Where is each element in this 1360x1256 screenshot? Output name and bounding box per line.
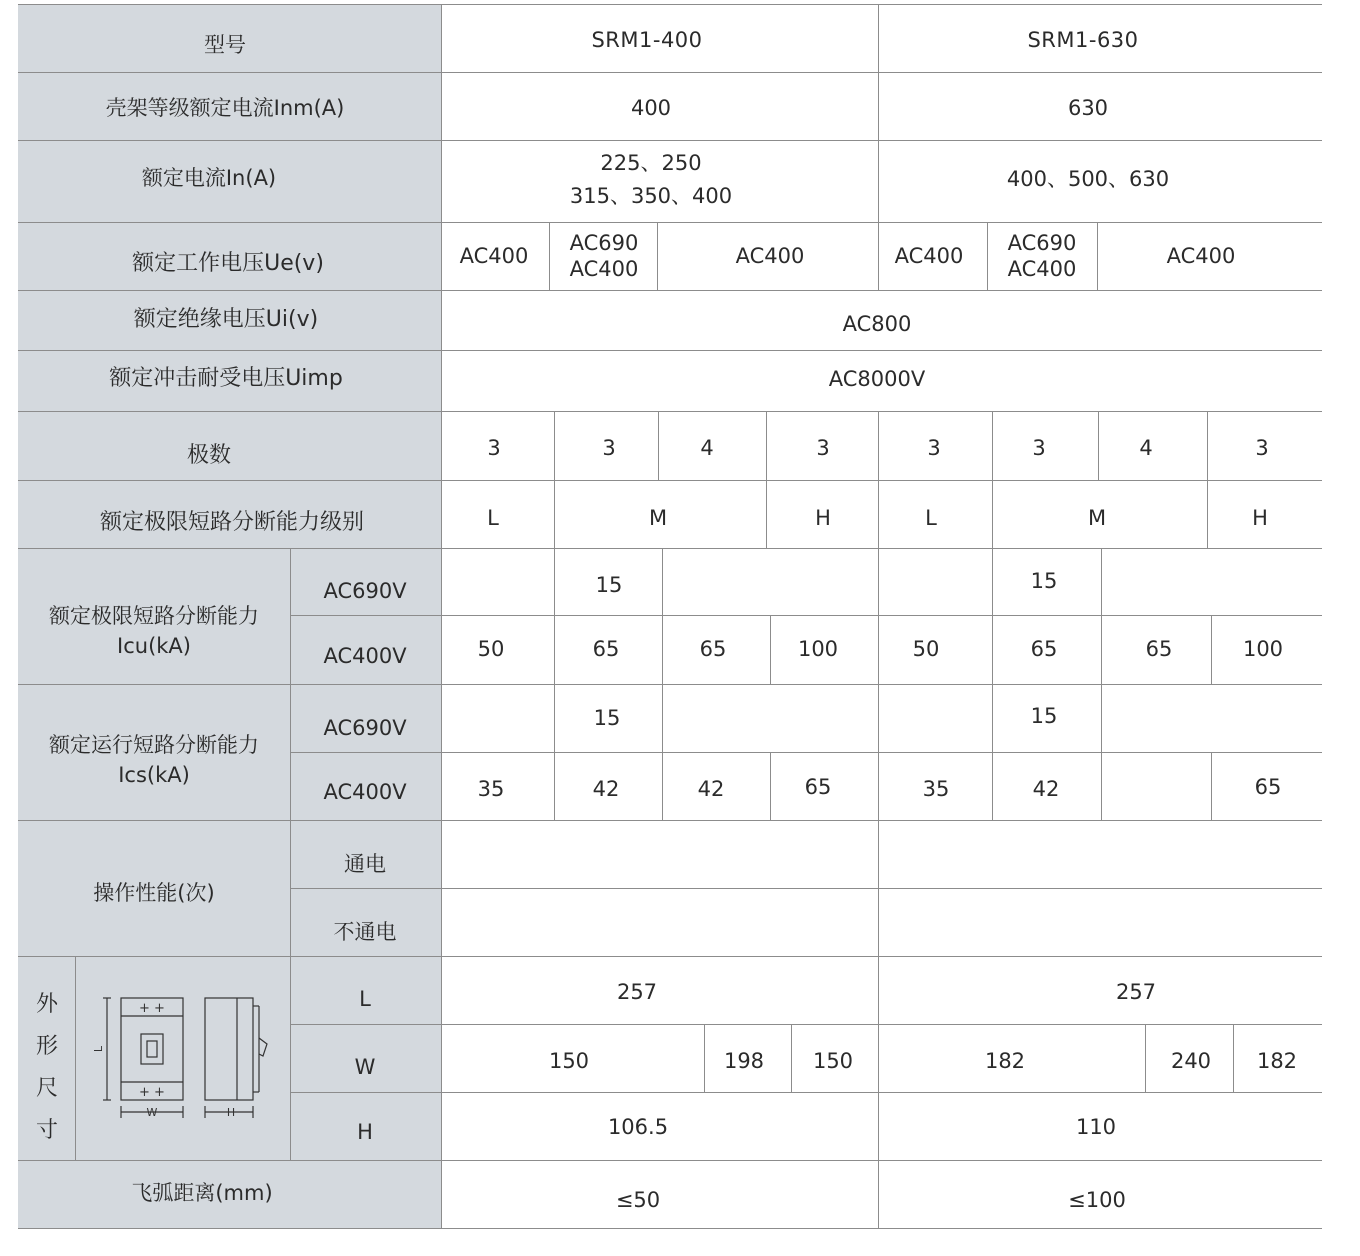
- col-divider: [878, 411, 879, 1228]
- col-divider: [1097, 222, 1098, 290]
- icu-400-cell: 100: [1242, 637, 1284, 661]
- col-divider: [662, 548, 663, 820]
- col-divider: [1101, 548, 1102, 820]
- col-divider: [1145, 1024, 1146, 1092]
- row-divider: [18, 956, 1322, 957]
- poles-cell: 4: [1139, 436, 1153, 460]
- label-working-voltage: 额定工作电压Ue(v): [132, 251, 324, 276]
- dim-w-cell: 182: [1256, 1049, 1298, 1073]
- sublabel-unpowered: 不通电: [333, 920, 397, 944]
- icu-690-cell: 15: [1030, 569, 1058, 593]
- ics-690-cell: 15: [593, 706, 621, 730]
- sublabel-dim-l: L: [359, 987, 371, 1011]
- model-cell: SRM1-630: [1027, 28, 1139, 52]
- col-divider: [1211, 615, 1212, 684]
- icu-400-cell: 50: [912, 637, 940, 661]
- row-divider: [18, 684, 1322, 685]
- arc-distance-cell: ≤50: [615, 1188, 661, 1212]
- row-divider: [18, 1228, 1322, 1229]
- icu-400-cell: 100: [797, 637, 839, 661]
- working-voltage-cell: AC690 AC400: [1007, 231, 1077, 281]
- row-divider: [18, 1160, 1322, 1161]
- col-divider: [992, 411, 993, 480]
- row-divider: [18, 548, 1322, 549]
- ics-400-cell: 42: [592, 777, 620, 801]
- breaking-level-cell: M: [1087, 506, 1107, 530]
- col-divider: [290, 548, 291, 1160]
- dim-h-cell: 106.5: [607, 1115, 669, 1139]
- col-divider: [1207, 411, 1208, 480]
- rated-current-cell: 400、500、630: [1006, 167, 1170, 191]
- ics-400-cell: 35: [922, 777, 950, 801]
- icu-400-cell: 65: [1145, 637, 1173, 661]
- label-impulse-voltage: 额定冲击耐受电压Uimp: [109, 366, 343, 391]
- label-rated-current: 额定电流In(A): [141, 166, 277, 190]
- front-view-switch: [141, 1034, 163, 1064]
- poles-cell: 3: [1032, 436, 1046, 460]
- col-divider: [992, 548, 993, 820]
- row-divider: [290, 1092, 1322, 1093]
- col-divider: [987, 222, 988, 290]
- breaker-dimension-diagram: [85, 988, 285, 1148]
- label-icu: 额定极限短路分断能力 Icu(kA): [49, 604, 259, 658]
- col-divider: [554, 548, 555, 820]
- working-voltage-cell: AC400: [894, 244, 964, 268]
- col-divider: [1098, 411, 1099, 480]
- col-divider: [992, 480, 993, 548]
- label-ics: 额定运行短路分断能力 Ics(kA): [49, 733, 259, 787]
- col-divider: [791, 1024, 792, 1092]
- row-divider: [18, 4, 1322, 5]
- working-voltage-cell: AC400: [459, 244, 529, 268]
- col-divider: [657, 222, 658, 290]
- working-voltage-cell: AC400: [735, 244, 805, 268]
- row-divider: [290, 1024, 1322, 1025]
- row-divider: [18, 140, 1322, 141]
- row-divider: [290, 752, 1322, 753]
- dim-l-cell: 257: [616, 980, 658, 1004]
- row-divider: [18, 350, 1322, 351]
- label-poles: 极数: [186, 443, 232, 468]
- sublabel-dim-h: H: [357, 1120, 373, 1144]
- row-divider: [18, 290, 1322, 291]
- col-divider: [766, 480, 767, 548]
- row-divider: [18, 411, 1322, 412]
- sublabel-powered: 通电: [344, 852, 386, 876]
- insulation-voltage-cell: AC800: [842, 312, 912, 336]
- label-arc-distance: 飞弧距离(mm): [131, 1181, 273, 1205]
- breaking-level-cell: L: [487, 506, 499, 530]
- col-divider: [554, 480, 555, 548]
- col-divider: [441, 4, 442, 1228]
- diagram-plus-top: + +: [139, 1001, 165, 1016]
- col-divider: [554, 411, 555, 480]
- breaking-level-cell: H: [815, 506, 831, 530]
- sublabel-dim-w: W: [354, 1055, 376, 1079]
- col-divider: [75, 956, 76, 1160]
- sublabel-icu-400: AC400V: [323, 644, 407, 668]
- row-divider: [18, 820, 1322, 821]
- poles-cell: 3: [487, 436, 501, 460]
- dim-l-cell: 257: [1115, 980, 1157, 1004]
- icu-400-cell: 65: [592, 637, 620, 661]
- col-divider: [549, 222, 550, 290]
- ics-400-cell: 42: [697, 777, 725, 801]
- col-divider: [878, 4, 879, 290]
- dim-h-cell: 110: [1075, 1115, 1117, 1139]
- ics-400-cell: 65: [1254, 775, 1282, 799]
- row-divider: [18, 480, 1322, 481]
- dim-w-cell: 150: [548, 1049, 590, 1073]
- poles-cell: 4: [700, 436, 714, 460]
- col-divider: [770, 752, 771, 820]
- ics-400-cell: 65: [804, 775, 832, 799]
- side-view-outline: [205, 998, 253, 1100]
- sublabel-ics-690: AC690V: [323, 716, 407, 740]
- ics-400-cell: 35: [477, 777, 505, 801]
- col-divider: [704, 1024, 705, 1092]
- label-frame-current: 壳架等级额定电流Inm(A): [105, 96, 345, 120]
- breaking-level-cell: L: [925, 506, 937, 530]
- col-divider: [770, 615, 771, 684]
- sublabel-ics-400: AC400V: [323, 780, 407, 804]
- dim-w-cell: 240: [1170, 1049, 1212, 1073]
- row-divider: [18, 222, 1322, 223]
- col-divider: [1233, 1024, 1234, 1092]
- col-divider: [658, 411, 659, 480]
- poles-cell: 3: [927, 436, 941, 460]
- rated-current-cell: 225、250 315、350、400: [569, 151, 733, 208]
- diagram-label-l: L: [92, 1045, 105, 1053]
- diagram-plus-bottom: + +: [139, 1085, 165, 1100]
- impulse-voltage-cell: AC8000V: [828, 367, 926, 391]
- dim-w-cell: 198: [723, 1049, 765, 1073]
- working-voltage-cell: AC400: [1166, 244, 1236, 268]
- row-divider: [290, 888, 1322, 889]
- frame-current-cell: 630: [1067, 96, 1109, 120]
- sublabel-icu-690: AC690V: [323, 579, 407, 603]
- working-voltage-cell: AC690 AC400: [569, 231, 639, 281]
- row-divider: [18, 72, 1322, 73]
- col-divider: [1207, 480, 1208, 548]
- row-divider: [290, 615, 1322, 616]
- icu-400-cell: 65: [699, 637, 727, 661]
- frame-current-cell: 400: [630, 96, 672, 120]
- diagram-label-w: W: [146, 1106, 158, 1119]
- poles-cell: 3: [1255, 436, 1269, 460]
- label-model: 型号: [204, 33, 246, 57]
- dim-w-cell: 150: [812, 1049, 854, 1073]
- breaking-level-cell: M: [648, 506, 668, 530]
- icu-690-cell: 15: [595, 573, 623, 597]
- poles-cell: 3: [602, 436, 616, 460]
- ics-400-cell: 42: [1032, 777, 1060, 801]
- icu-400-cell: 65: [1030, 637, 1058, 661]
- label-operation: 操作性能(次): [93, 881, 215, 905]
- diagram-label-h: H: [226, 1106, 236, 1119]
- label-breaking-level: 额定极限短路分断能力级别: [99, 510, 365, 535]
- model-cell: SRM1-400: [591, 28, 703, 52]
- dim-w-cell: 182: [984, 1049, 1026, 1073]
- label-insulation-voltage: 额定绝缘电压Ui(v): [133, 307, 319, 332]
- label-dimensions: 外 形 尺 寸: [35, 992, 59, 1143]
- ics-690-cell: 15: [1030, 704, 1058, 728]
- poles-cell: 3: [816, 436, 830, 460]
- breaking-level-cell: H: [1252, 506, 1268, 530]
- col-divider: [1211, 752, 1212, 820]
- col-divider: [766, 411, 767, 480]
- arc-distance-cell: ≤100: [1068, 1188, 1126, 1212]
- icu-400-cell: 50: [477, 637, 505, 661]
